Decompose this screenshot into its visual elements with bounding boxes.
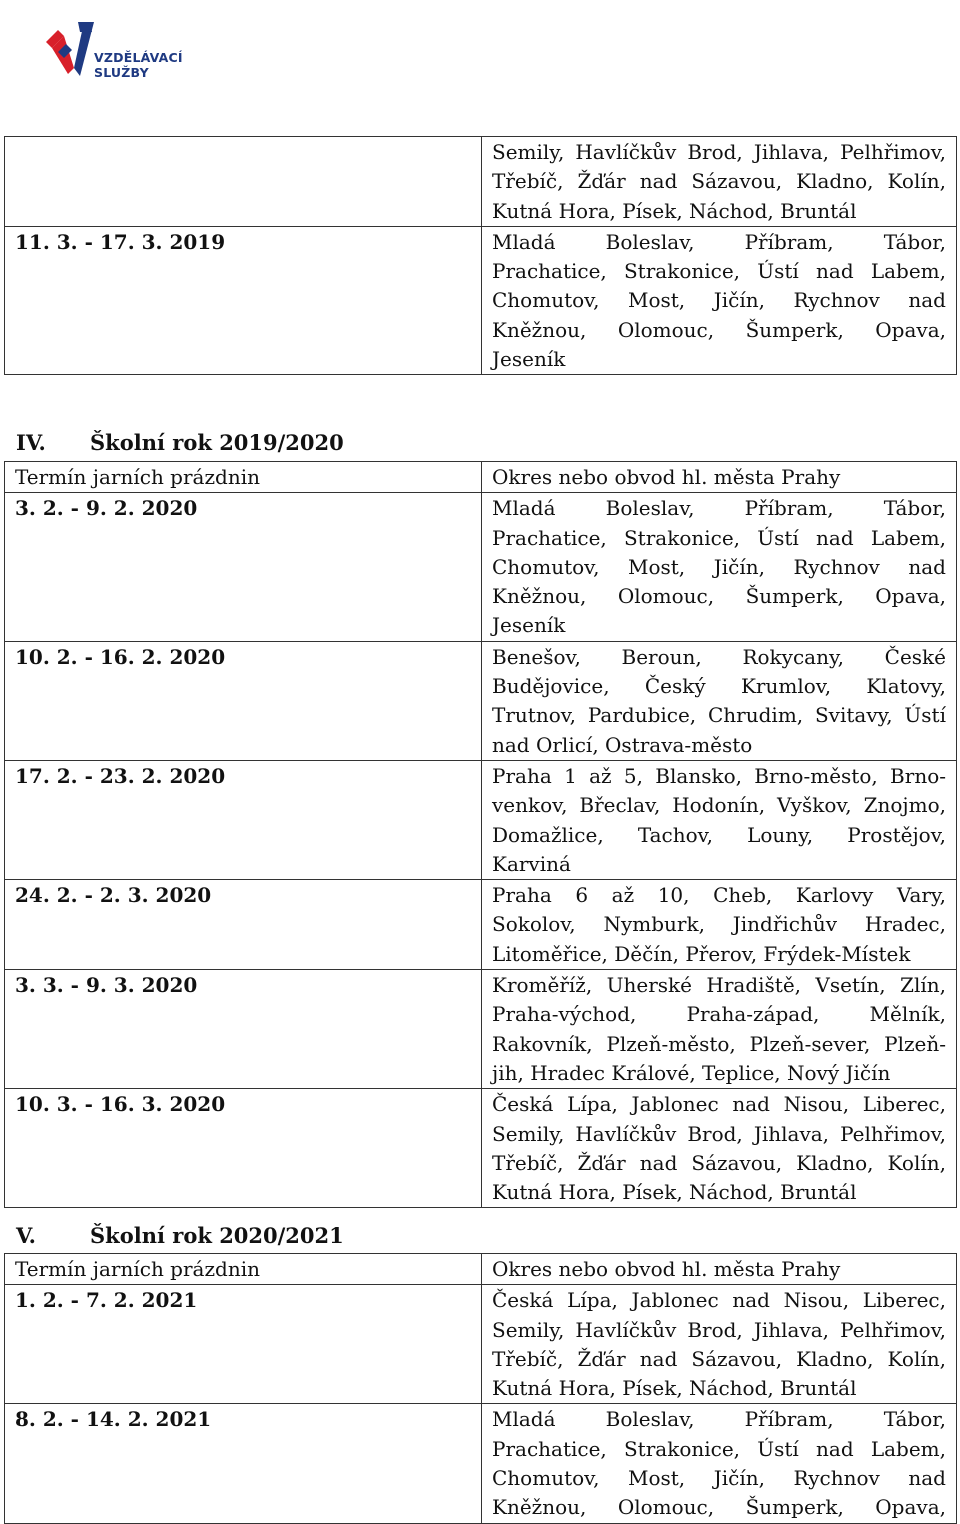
- district-line: Kutná Hora, Písek, Náchod, Bruntál: [492, 1376, 857, 1401]
- district-line: Česká Lípa, Jablonec nad Nisou, Liberec,: [492, 1288, 946, 1313]
- district-line: Mladá Boleslav, Příbram, Tábor,: [492, 1407, 946, 1432]
- logo-line-1: VZDĚLÁVACÍ: [94, 50, 183, 65]
- table-row: [5, 137, 957, 227]
- district-cell: [482, 880, 957, 970]
- date-cell: 10. 3. - 16. 3. 2020: [5, 1089, 482, 1208]
- date-cell: 3. 2. - 9. 2. 2020: [5, 493, 482, 641]
- table-school-year-2020-2021: [4, 1253, 957, 1524]
- district-line: Prachatice, Strakonice, Ústí nad Labem,: [492, 259, 946, 284]
- district-line: Semily, Havlíčkův Brod, Jihlava, Pelhřimov,: [492, 140, 946, 164]
- district-line: Litoměřice, Děčín, Přerov, Frýdek-Místek: [492, 941, 911, 966]
- table-school-year-2019-2020: [4, 461, 957, 1208]
- table-row: [5, 641, 957, 760]
- district-line: venkov, Břeclav, Hodonín, Vyškov, Znojmo,: [492, 793, 946, 818]
- date-cell: 24. 2. - 2. 3. 2020: [5, 880, 482, 970]
- date-cell: 3. 3. - 9. 3. 2020: [5, 970, 482, 1089]
- district-cell: [482, 1285, 957, 1404]
- district-line: Chomutov, Most, Jičín, Rychnov nad: [492, 288, 946, 313]
- district-line: Kutná Hora, Písek, Náchod, Bruntál: [492, 198, 857, 223]
- column-header-district: Okres nebo obvod hl. města Prahy: [482, 1254, 957, 1285]
- district-line: Třebíč, Žďár nad Sázavou, Kladno, Kolín,: [492, 1346, 946, 1371]
- table-row: [5, 1404, 957, 1523]
- district-line: Praha-východ, Praha-západ, Mělník,: [492, 1002, 946, 1027]
- district-line: Mladá Boleslav, Příbram, Tábor,: [492, 229, 946, 254]
- column-header-district: Okres nebo obvod hl. města Prahy: [482, 462, 957, 493]
- district-line: Kněžnou, Olomouc, Šumperk, Opava,: [492, 317, 946, 342]
- table-row: [5, 970, 957, 1089]
- district-cell: [482, 493, 957, 641]
- district-cell: [482, 970, 957, 1089]
- vzdelavaci-sluzby-logo: [44, 16, 204, 88]
- section-title: Školní rok 2019/2020: [90, 430, 344, 455]
- district-line: Mladá Boleslav, Příbram, Tábor,: [492, 496, 946, 521]
- date-cell: [5, 137, 482, 227]
- date-cell: 1. 2. - 7. 2. 2021: [5, 1285, 482, 1404]
- logo-line-2: SLUŽBY: [94, 65, 149, 80]
- district-line: Semily, Havlíčkův Brod, Jihlava, Pelhřimov,: [492, 1317, 946, 1342]
- section-number: IV.: [16, 430, 46, 455]
- district-cell: [482, 1089, 957, 1208]
- logo-text: [94, 50, 183, 80]
- section-heading-iv: [16, 429, 344, 457]
- column-header-term: Termín jarních prázdnin: [5, 462, 482, 493]
- date-cell: 8. 2. - 14. 2. 2021: [5, 1404, 482, 1523]
- table-row: [5, 880, 957, 970]
- table-row: [5, 1285, 957, 1404]
- table-row: [5, 226, 957, 374]
- section-number: V.: [16, 1223, 36, 1248]
- district-line: Kněžnou, Olomouc, Šumperk, Opava,: [492, 584, 946, 609]
- table-row: [5, 760, 957, 879]
- table-row: [5, 1089, 957, 1208]
- district-line: Benešov, Beroun, Rokycany, České: [492, 644, 946, 669]
- date-cell: 10. 2. - 16. 2. 2020: [5, 641, 482, 760]
- district-line: Budějovice, Český Krumlov, Klatovy,: [492, 674, 946, 699]
- district-line: Prachatice, Strakonice, Ústí nad Labem,: [492, 1436, 946, 1461]
- district-line: Karviná: [492, 851, 571, 876]
- district-line: Kněžnou, Olomouc, Šumperk, Opava,: [492, 1495, 946, 1520]
- district-cell: [482, 641, 957, 760]
- district-line: Rakovník, Plzeň-město, Plzeň-sever, Plzeň-: [492, 1031, 946, 1056]
- district-cell: [482, 1404, 957, 1523]
- section-title: Školní rok 2020/2021: [90, 1223, 344, 1248]
- district-cell: [482, 137, 957, 227]
- district-cell: [482, 760, 957, 879]
- district-line: Sokolov, Nymburk, Jindřichův Hradec,: [492, 912, 946, 937]
- district-line: Praha 1 až 5, Blansko, Brno-město, Brno-: [492, 763, 946, 788]
- district-line: jih, Hradec Králové, Teplice, Nový Jičín: [492, 1060, 891, 1085]
- district-line: Třebíč, Žďár nad Sázavou, Kladno, Kolín,: [492, 1150, 946, 1175]
- table-school-year-continued: [4, 136, 957, 375]
- date-cell: 11. 3. - 17. 3. 2019: [5, 226, 482, 374]
- district-line: Praha 6 až 10, Cheb, Karlovy Vary,: [492, 883, 946, 908]
- district-cell: [482, 226, 957, 374]
- district-line: Trutnov, Pardubice, Chrudim, Svitavy, Ústí: [492, 703, 946, 728]
- district-line: Jeseník: [492, 613, 566, 638]
- district-line: nad Orlicí, Ostrava-město: [492, 732, 753, 757]
- district-line: Domažlice, Tachov, Louny, Prostějov,: [492, 822, 946, 847]
- date-cell: 17. 2. - 23. 2. 2020: [5, 760, 482, 879]
- table-header-row: [5, 1254, 957, 1285]
- district-line: Třebíč, Žďár nad Sázavou, Kladno, Kolín,: [492, 169, 946, 194]
- district-line: Semily, Havlíčkův Brod, Jihlava, Pelhřimov,: [492, 1121, 946, 1146]
- district-line: Kroměříž, Uherské Hradiště, Vsetín, Zlín,: [492, 973, 946, 998]
- table-header-row: [5, 462, 957, 493]
- table-row: [5, 493, 957, 641]
- district-line: Česká Lípa, Jablonec nad Nisou, Liberec,: [492, 1092, 946, 1117]
- section-heading-v: [16, 1222, 344, 1250]
- district-line: Chomutov, Most, Jičín, Rychnov nad: [492, 554, 946, 579]
- district-line: Chomutov, Most, Jičín, Rychnov nad: [492, 1466, 946, 1491]
- district-line: Jeseník: [492, 347, 566, 372]
- district-line: Kutná Hora, Písek, Náchod, Bruntál: [492, 1180, 857, 1205]
- district-line: Prachatice, Strakonice, Ústí nad Labem,: [492, 525, 946, 550]
- column-header-term: Termín jarních prázdnin: [5, 1254, 482, 1285]
